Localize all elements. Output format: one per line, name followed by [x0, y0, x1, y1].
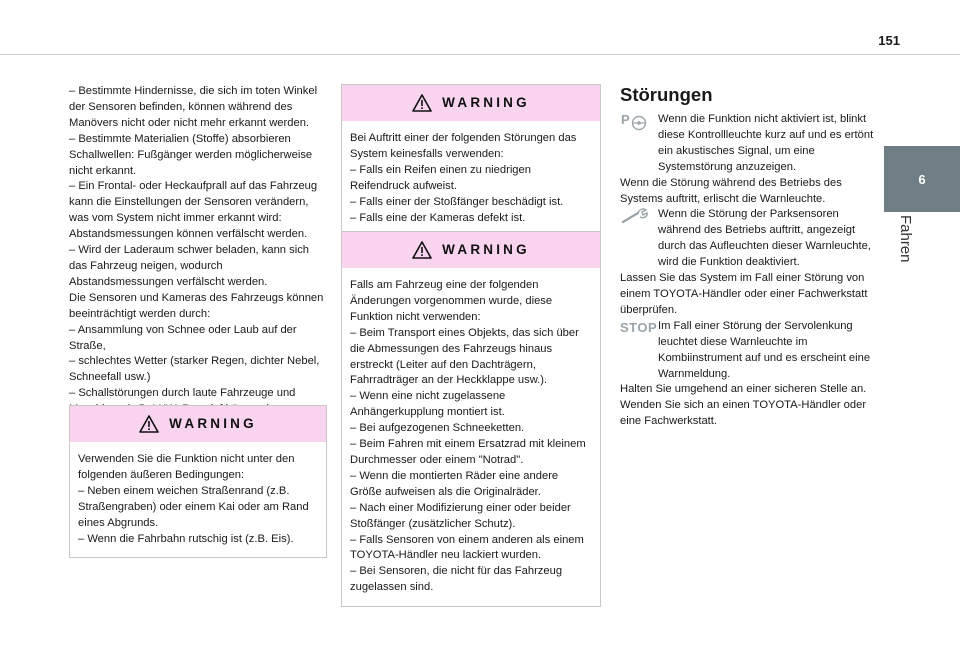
- paragraph: Die Sensoren und Kameras des Fahrzeugs können beeinträchtigt werden durch:: [69, 291, 324, 320]
- svg-text:P: P: [621, 112, 630, 127]
- chapter-tab[interactable]: [884, 146, 960, 212]
- fault-block-1: [620, 112, 878, 176]
- column-1: [69, 84, 327, 418]
- chapter-number: 6: [918, 171, 926, 187]
- warning-body: [342, 121, 600, 236]
- paragraph: – Neben einem weichen Straßenrand (z.B. Straßengraben) oder einem Kai oder am Rand eines Abgrunds.: [78, 484, 309, 529]
- paragraph: Im Fall einer Störung der Servolenkung leuchtet diese Warnleuchte im Kombiinstrument auf und es erscheint eine Warnmeldung.: [658, 319, 871, 380]
- warning-body: [70, 442, 326, 557]
- warning-triangle-icon: [412, 94, 432, 112]
- paragraph: – Falls ein Reifen einen zu niedrigen Reifendruck aufweist.: [350, 163, 531, 192]
- paragraph: – Schallstörungen durch laute Fahrzeuge und: [69, 387, 296, 400]
- warning-title: WARNING: [442, 242, 530, 258]
- paragraph: – Falls Sensoren von einem anderen als einem TOYOTA-Händler neu lackiert wurden.: [350, 533, 584, 562]
- paragraph: Wenn die Störung während des Betriebs des Systems auftritt, erlischt die Warnleuchte.: [620, 176, 842, 205]
- paragraph: – Wenn die Fahrbahn rutschig ist (z.B. Eis).: [78, 532, 294, 545]
- paragraph: Lassen Sie das System im Fall einer Störung von einem TOYOTA-Händler oder einer Fachwerkstatt überprüfen.: [620, 272, 868, 316]
- paragraph: Falls am Fahrzeug eine der folgenden Änderungen vorgenommen wurde, diese Funktion nicht verwenden:: [350, 279, 553, 323]
- paragraph: Halten Sie umgehend an einer sicheren Stelle an. Wenden Sie sich an einen TOYOTA-Händler oder eine Fachwerkstatt.: [620, 383, 867, 428]
- warning-header: [342, 232, 600, 268]
- paragraph: – Falls einer der Stoßfänger beschädigt ist.: [350, 195, 564, 208]
- paragraph: Bei Auftritt einer der folgenden Störungen das System keinesfalls verwenden:: [350, 132, 577, 160]
- paragraph: Wenn die Funktion nicht aktiviert ist, blinkt diese Kontrollleuchte kurz auf und es ertönt ein akustisches Signal, um eine Systemstörung anzuzeigen.: [658, 113, 874, 173]
- paragraph: – Falls eine der Kameras defekt ist.: [350, 211, 526, 224]
- paragraph: – Beim Fahren mit einem Ersatzrad mit kleinem Durchmesser oder einem "Notrad".: [350, 438, 586, 466]
- paragraph: – schlechtes Wetter (starker Regen, dichter Nebel, Schneefall usw.): [69, 355, 320, 384]
- warning-box-2: [341, 84, 601, 237]
- paragraph: – Bei aufgezogenen Schneeketten.: [350, 422, 525, 435]
- warning-header: [70, 406, 326, 442]
- paragraph: – Bei Sensoren, die nicht für das Fahrzeug zugelassen sind.: [350, 565, 563, 594]
- paragraph: – Ansammlung von Schnee oder Laub auf der Straße,: [69, 323, 297, 352]
- section-title: Störungen: [620, 84, 713, 105]
- header-rule: [0, 54, 960, 55]
- paragraph: Wenn die Störung der Parksensoren während des Betriebs auftritt, angezeigt durch das Aufleuchten dieser Warnleuchte, wird die Funktion deaktiviert.: [658, 208, 871, 269]
- paragraph: – Bestimmte Hindernisse, die sich im toten Winkel der Sensoren befinden, können während des Manövers nicht oder nicht mehr erkannt werden.: [69, 85, 318, 129]
- warning-title: WARNING: [442, 95, 530, 111]
- paragraph: – Wird der Laderaum schwer beladen, kann sich das Fahrzeug neigen, wodurch Abstandsmessungen verfälscht werden.: [69, 244, 310, 288]
- warning-box-3: [341, 231, 601, 607]
- warning-body: [342, 268, 600, 606]
- park-assist-warning-icon: [620, 112, 654, 130]
- warning-title: WARNING: [169, 416, 257, 432]
- column-3: [620, 84, 878, 430]
- warning-box-1: [69, 405, 327, 558]
- page-number: 151: [878, 33, 900, 48]
- stop-label: STOP: [620, 319, 658, 335]
- stop-warning-icon: [620, 319, 658, 337]
- paragraph: – Beim Transport eines Objekts, das sich über die Abmessungen des Fahrzeugs hinaus erstreckt (Leiter auf den Dachträgern, Fahrradträger an der Heckklappe usw.).: [350, 326, 579, 387]
- paragraph: – Wenn eine nicht zugelassene Anhängerkupplung montiert ist.: [350, 390, 506, 419]
- paragraph: – Ein Frontal- oder Heckaufprall auf das Fahrzeug kann die Einstellungen der Sensoren verändern, was vom System nicht immer erkannt wird: Abstandsmessungen können verfälscht werden.: [69, 180, 318, 241]
- fault-block-2: [620, 207, 878, 271]
- paragraph: Verwenden Sie die Funktion nicht unter den folgenden äußeren Bedingungen:: [78, 453, 295, 481]
- wrench-warning-icon: [620, 207, 654, 225]
- paragraph: – Nach einer Modifizierung einer oder beider Stoßfänger (zusätzlicher Schutz).: [350, 501, 571, 530]
- paragraph: – Wenn die montierten Räder eine andere Größe aufweisen als die Originalräder.: [350, 469, 559, 498]
- fault-block-3: [620, 319, 878, 383]
- chapter-title: Fahren: [897, 215, 914, 263]
- warning-triangle-icon: [412, 241, 432, 259]
- paragraph: – Bestimmte Materialien (Stoffe) absorbieren Schallwellen: Fußgänger werden möglicherweise nicht erkannt.: [69, 132, 313, 177]
- warning-triangle-icon: [139, 415, 159, 433]
- warning-header: [342, 85, 600, 121]
